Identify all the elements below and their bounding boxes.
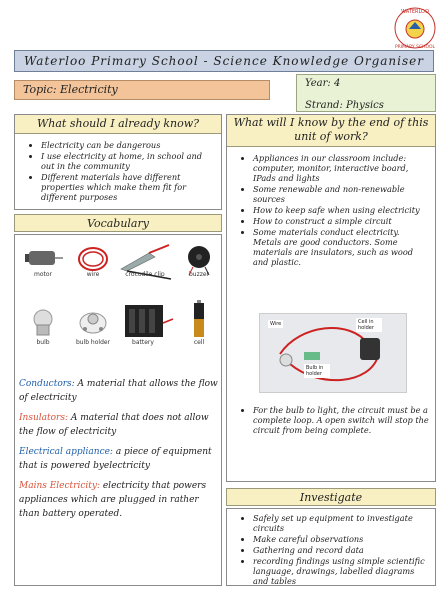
will-know-after-list [227, 405, 437, 436]
photo-label-cell: Cell in holder [356, 318, 382, 332]
svg-text:WATERLOO: WATERLOO [401, 9, 429, 15]
list-item: • Make careful observations [253, 534, 429, 544]
will-know-panel [226, 114, 436, 482]
cell-icon [194, 300, 204, 337]
photo-label-bulb: Bulb in holder [304, 364, 330, 378]
image-label: bulb holder [75, 339, 111, 346]
vocabulary-definitions [19, 377, 219, 527]
term-definition: A material that does not allow the flow of electricity [19, 413, 209, 437]
image-label: buzzer [188, 271, 210, 278]
list-item: • Different materials have different properties which make them fit for different purposes [41, 172, 215, 203]
image-label: motor [33, 271, 52, 278]
battery-icon [125, 305, 173, 337]
bulb-icon [34, 310, 52, 335]
page-title: Waterloo Primary School - Science Knowledge Organiser [14, 50, 434, 72]
strand-label: Strand: Physics [305, 100, 384, 111]
term-name: Insulators: [19, 413, 68, 423]
bulb-holder-icon [80, 313, 106, 333]
list-item: • recording findings using simple scientific language, drawings, labelled diagrams and tables [253, 556, 429, 587]
list-item: • How to construct a simple circuit [253, 216, 429, 226]
list-item: • I use electricity at home, in school and out in the community [41, 151, 215, 171]
term-definition: electricity that powers appliances which are plugged in rather than battery operated. [19, 481, 207, 519]
term-definition: A material that allows the flow of electricity [19, 379, 218, 403]
list-item: • Safely set up equipment to investigate circuits [253, 513, 429, 533]
topic-label: Topic: Electricity [14, 80, 270, 100]
list-item: • Appliances in our classroom include: computer, monitor, interactive board, IPads and lights [253, 153, 429, 184]
investigate-heading: Investigate [226, 488, 436, 506]
vocabulary-term [19, 377, 219, 405]
school-logo [388, 4, 442, 52]
vocabulary-term [19, 411, 219, 439]
investigate-panel [226, 508, 436, 586]
already-know-list [15, 140, 221, 202]
vocabulary-panel [14, 234, 222, 586]
photo-label-wire: Wire [270, 321, 282, 327]
wire-icon [79, 248, 107, 270]
list-item: • Some renewable and non-renewable sources [253, 184, 429, 204]
image-label: cell [193, 339, 205, 346]
vocabulary-term [19, 479, 219, 521]
vocabulary-term [19, 445, 219, 473]
motor-icon [25, 251, 63, 265]
term-name: Mains Electricity: [19, 481, 100, 491]
term-name: Electrical appliance: [19, 447, 113, 457]
list-item: • Gathering and record data [253, 545, 429, 555]
investigate-list [227, 513, 435, 586]
will-know-heading: What will I know by the end of this unit of work? [227, 115, 435, 147]
svg-text:PRIMARY SCHOOL: PRIMARY SCHOOL [394, 45, 436, 50]
already-know-panel [14, 114, 222, 210]
list-item: • For the bulb to light, the circuit must be a complete loop. A open switch will stop the circuit from being complete. [253, 405, 431, 436]
list-item: • Electricity can be dangerous [41, 140, 215, 150]
year-strand-box [296, 74, 436, 112]
will-know-list [227, 153, 435, 268]
list-item: • Some materials conduct electricity. Metals are good conductors. Some materials are insulators, such as wood and plastic. [253, 227, 429, 268]
image-label: bulb [36, 339, 50, 346]
vocabulary-heading: Vocabulary [14, 214, 222, 232]
image-label: crocodile clip [125, 271, 165, 278]
term-name: Conductors: [19, 379, 75, 389]
already-know-heading: What should I already know? [15, 115, 221, 134]
image-label: wire [86, 271, 100, 278]
year-label: Year: 4 [305, 78, 341, 89]
circuit-photo [259, 313, 407, 393]
list-item: • How to keep safe when using electricity [253, 205, 429, 215]
image-label: battery [132, 339, 154, 346]
term-definition: a piece of equipment that is powered byelectricity [19, 447, 212, 471]
